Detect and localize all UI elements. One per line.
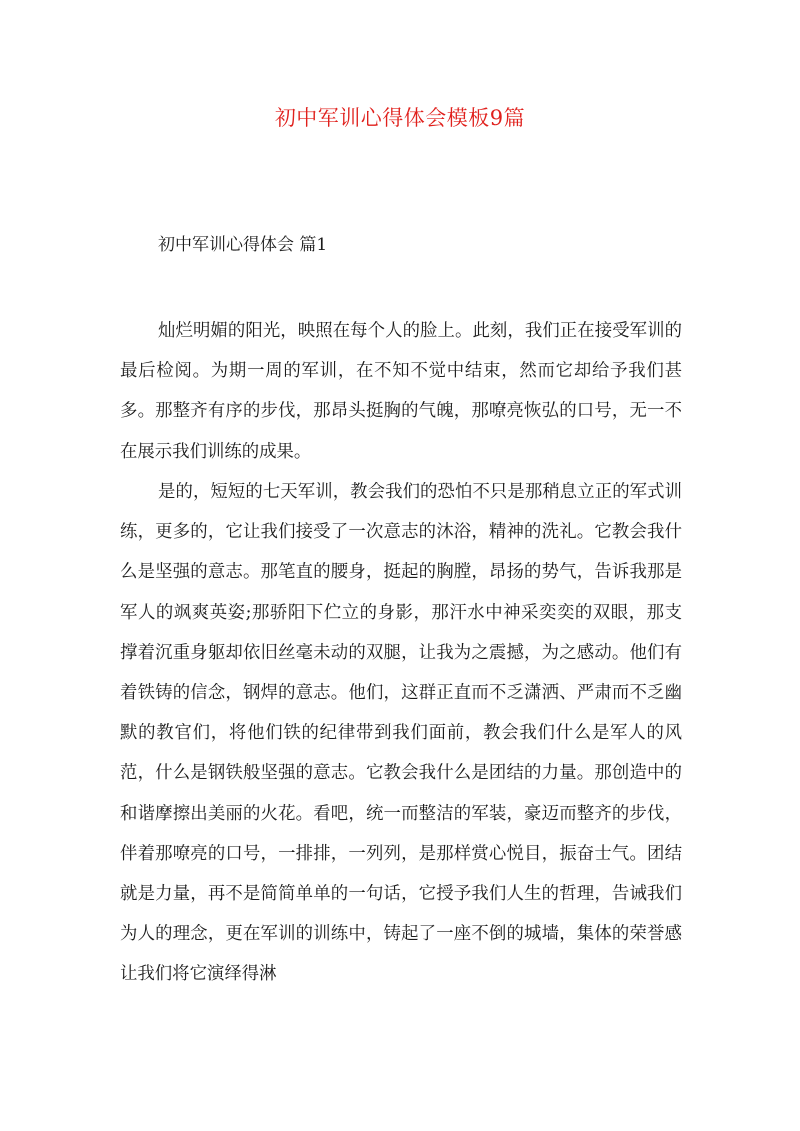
document-title: 初中军训心得体会模板9篇 bbox=[274, 106, 526, 130]
section-heading: 初中军训心得体会 篇1 bbox=[158, 235, 328, 255]
paragraph-2: 是的，短短的七天军训，教会我们的恐怕不只是那稍息立正的军式训练，更多的，它让我们接受了一次意志的沐浴，精神的洗礼。它教会我什么是坚强的意志。那笔直的腰身，挺起的胸膛，昂扬的势气，告诉我那是军人的飒爽英姿;那骄阳下伫立的身影，那汗水中神采奕奕的双眼，那支撑着沉重身躯却依旧丝毫未动的双腿，让我为之震撼，为之感动。他们有着铁铸的信念，钢焊的意志。他们，这群正直而不乏潇洒、严肃而不乏幽默的教官们，将他们铁的纪律带到我们面前，教会我们什么是军人的风范，什么是钢铁般坚强的意志。它教会我什么是团结的力量。那创造中的和谐摩擦出美丽的火花。看吧，统一而整洁的军装，豪迈而整齐的步伐，伴着那嘹亮的口号，一排排，一列列，是那样赏心悦目，振奋士气。团结就是力量，再不是简简单单的一句话，它授予我们人生的哲理，告诫我们为人的理念，更在军训的训练中，铸起了一座不倒的城墙，集体的荣誉感让我们将它演绎得淋 bbox=[120, 482, 682, 985]
paragraph-1: 灿烂明媚的阳光，映照在每个人的脸上。此刻，我们正在接受军训的最后检阅。为期一周的军训，在不知不觉中结束，然而它却给予我们甚多。那整齐有序的步伐，那昂头挺胸的气魄，那嘹亮恢弘的口号，无一不在展示我们训练的成果。 bbox=[120, 321, 682, 462]
